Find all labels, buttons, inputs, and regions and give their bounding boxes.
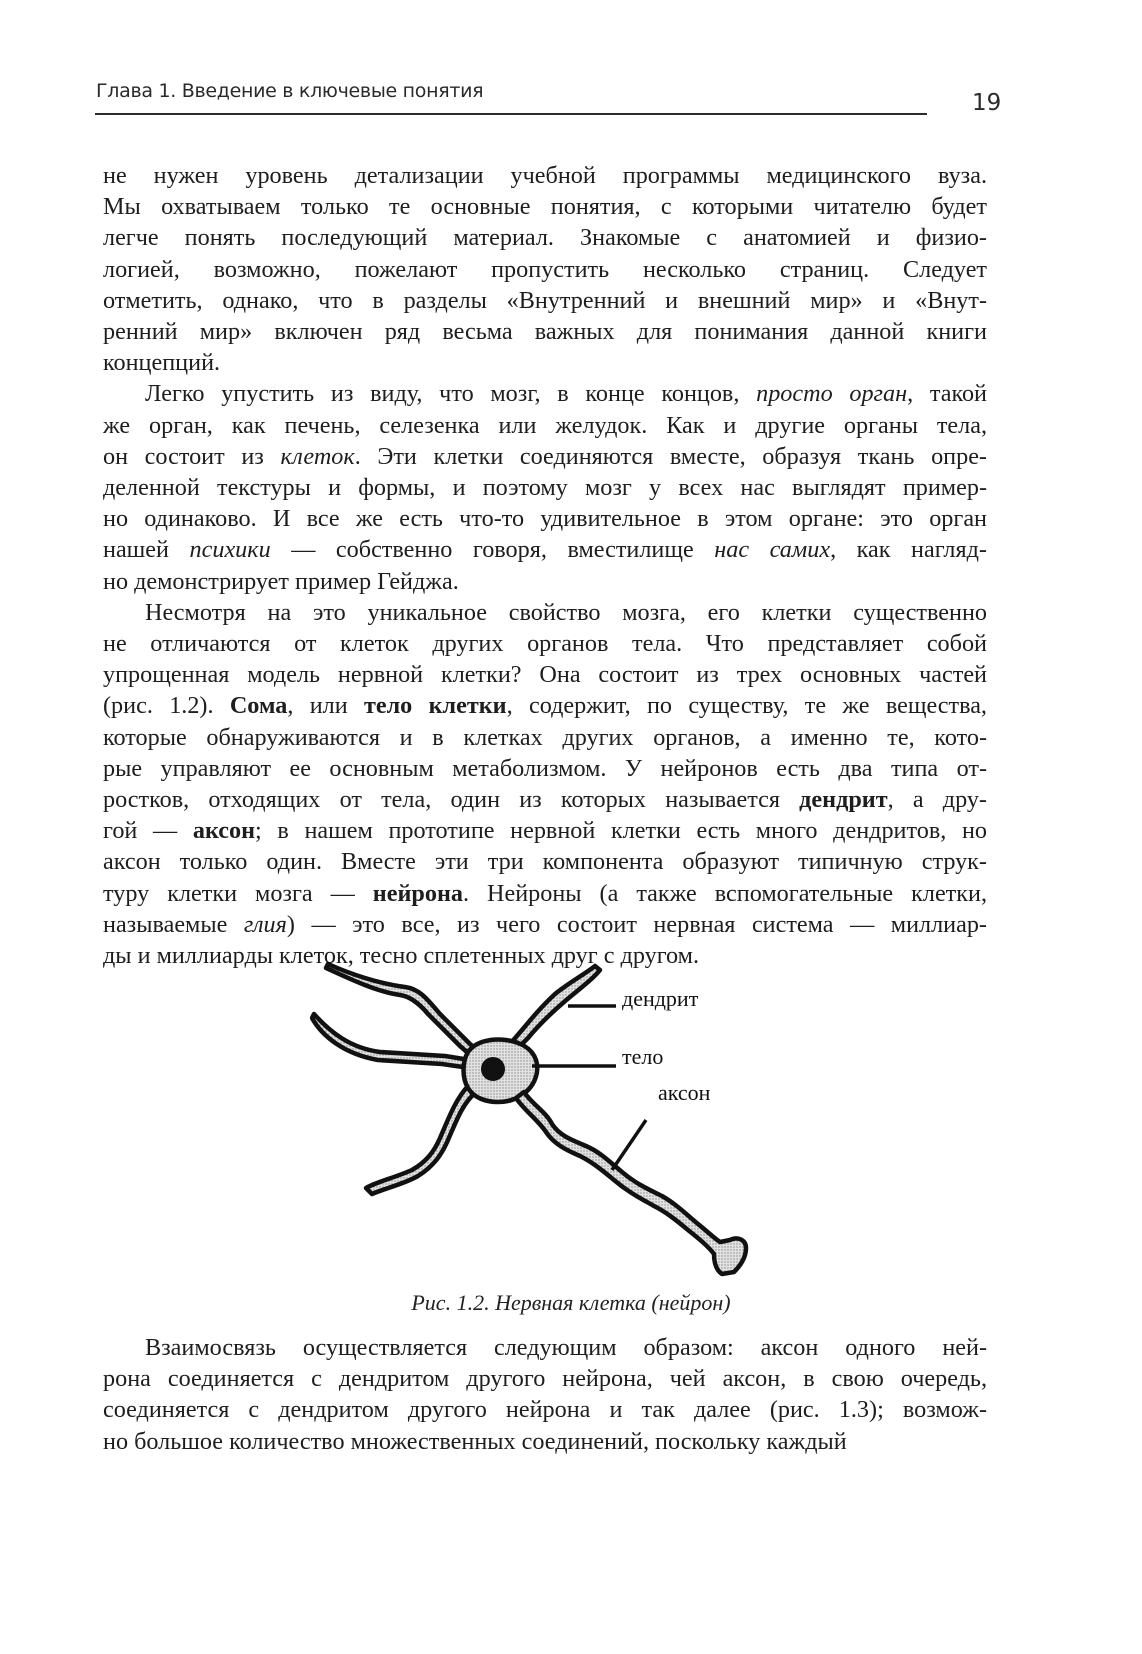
text-run: легче понять последующий материал. Знакомые с анатомией и физио- (103, 224, 987, 252)
text-run: , или (287, 692, 364, 720)
text-line (103, 254, 987, 285)
text-run: не отличаются от клеток других органов тела. Что представляет собой (103, 630, 987, 658)
italic-term: просто орган (756, 380, 908, 408)
text-line (103, 410, 987, 441)
axon (516, 1092, 746, 1274)
text-run: ды и миллиарды клеток, тесно сплетенных друг с другом. (103, 942, 699, 970)
text-run: аксон только один. Вместе эти три компонента образуют типичную струк- (103, 848, 987, 876)
text-run: гой — (103, 817, 193, 845)
text-line (103, 722, 987, 753)
text-line (103, 597, 987, 628)
text-run: логией, возможно, пожелают пропустить несколько страниц. Следует (103, 255, 987, 283)
nucleus (481, 1057, 505, 1081)
text-run: , а дру- (887, 786, 987, 814)
text-run: (рис. 1.2). (103, 692, 230, 720)
dendrite-lower-left (366, 1086, 476, 1194)
text-line (103, 1426, 987, 1457)
italic-term: клеток (280, 442, 355, 470)
text-run: туру клетки мозга — (103, 879, 373, 907)
text-line (103, 534, 987, 565)
text-run: он состоит из (103, 442, 281, 470)
paragraph (103, 160, 987, 378)
text-run: ; в нашем прототипе нервной клетки есть много дендритов, но (255, 817, 987, 845)
paragraph (103, 1332, 987, 1457)
text-run: упрощенная модель нервной клетки? Она состоит из трех основных частей (103, 661, 987, 689)
dendrite-upper-right (510, 966, 600, 1050)
text-line (103, 472, 987, 503)
neuron-figure (310, 952, 790, 1282)
text-line (103, 378, 987, 409)
text-run: ) — это все, из чего состоит нервная система — миллиар- (286, 910, 987, 938)
text-run: но демонстрирует пример Гейджа. (103, 567, 459, 595)
header-rule (95, 113, 927, 115)
paragraph (103, 378, 987, 596)
running-head: Глава 1. Введение в ключевые понятия (96, 80, 484, 102)
italic-term: психики (189, 536, 271, 564)
text-run: Взаимосвязь осуществляется следующим образом: аксон одного ней- (145, 1334, 987, 1361)
bold-term: тело клетки (364, 692, 507, 720)
text-line (103, 628, 987, 659)
body-text-bottom (103, 1332, 987, 1457)
text-line (103, 222, 987, 253)
text-run: . Эти клетки соединяются вместе, образуя ткань опре- (354, 442, 987, 470)
text-run: не нужен уровень детализации учебной программы медицинского вуза. (103, 162, 987, 189)
text-run: Несмотря на это уникальное свойство мозга, его клетки существенно (145, 598, 987, 626)
text-line (103, 160, 987, 191)
text-line (103, 784, 987, 815)
text-run: , такой (907, 380, 987, 408)
figure-caption: Рис. 1.2. Нервная клетка (нейрон) (411, 1290, 731, 1315)
text-run: отметить, однако, что в разделы «Внутренний и внешний мир» и «Внут- (103, 286, 987, 314)
text-line (103, 347, 987, 378)
bold-term: дендрит (799, 786, 888, 814)
neuron-diagram (310, 952, 790, 1282)
text-run: Мы охватываем только те основные понятия, с которыми читателю будет (103, 193, 987, 221)
text-line (103, 878, 987, 909)
text-run: нашей (103, 536, 190, 564)
text-run: которые обнаруживаются и в клетках других органов, а именно те, кото- (103, 723, 987, 751)
text-line (103, 566, 987, 597)
bold-term: нейрона (372, 879, 463, 907)
text-line (103, 1332, 987, 1363)
text-line (103, 316, 987, 347)
body-text-top (103, 160, 987, 971)
text-run: рые управляют ее основным метаболизмом. У нейронов есть два типа от- (103, 754, 987, 782)
text-line (103, 191, 987, 222)
text-line (103, 753, 987, 784)
paragraph (103, 597, 987, 971)
text-run: концепций. (103, 349, 221, 377)
text-run: же орган, как печень, селезенка или желудок. Как и другие органы тела, (103, 411, 987, 439)
text-run: — собственно говоря, вместилище (270, 536, 715, 564)
label-body: тело (622, 1044, 664, 1069)
text-line (103, 1394, 987, 1425)
label-axon: аксон (658, 1080, 711, 1105)
text-run: деленной текстуры и формы, и поэтому мозг у всех нас выглядят пример- (103, 474, 987, 502)
text-line (103, 846, 987, 877)
text-run: . Нейроны (а также вспомогательные клетки, (462, 879, 987, 907)
text-run: рона соединяется с дендритом другого нейрона, чей аксон, в свою очередь, (103, 1365, 987, 1393)
text-run: , как нагляд- (830, 536, 987, 564)
text-line (103, 441, 987, 472)
page-number: 19 (972, 90, 1002, 116)
bold-term: аксон (192, 817, 256, 845)
text-line (103, 285, 987, 316)
italic-term: нас самих (714, 536, 831, 564)
text-run: , содержит, по существу, те же вещества, (506, 692, 987, 720)
text-run: но одинаково. И все же есть что-то удивительное в этом органе: это орган (103, 505, 987, 533)
text-run: называемые (103, 910, 244, 938)
text-line (103, 659, 987, 690)
text-line (103, 909, 987, 940)
label-dendrite: дендрит (622, 986, 699, 1011)
text-run: ренний мир» включен ряд весьма важных для понимания данной книги (103, 318, 987, 346)
text-run: соединяется с дендритом другого нейрона и так далее (рис. 1.3); возмож- (103, 1396, 987, 1424)
axon-pointer (612, 1120, 646, 1170)
text-run: Легко упустить из виду, что мозг, в конце концов, (145, 380, 757, 408)
bold-term: Сома (229, 692, 288, 720)
italic-term: глия (243, 910, 287, 938)
text-run: ростков, отходящих от тела, один из которых называется (103, 786, 800, 814)
text-line (103, 503, 987, 534)
text-line (103, 815, 987, 846)
text-line (103, 1363, 987, 1394)
text-run: но большое количество множественных соединений, поскольку каждый (103, 1427, 847, 1455)
text-line (103, 690, 987, 721)
